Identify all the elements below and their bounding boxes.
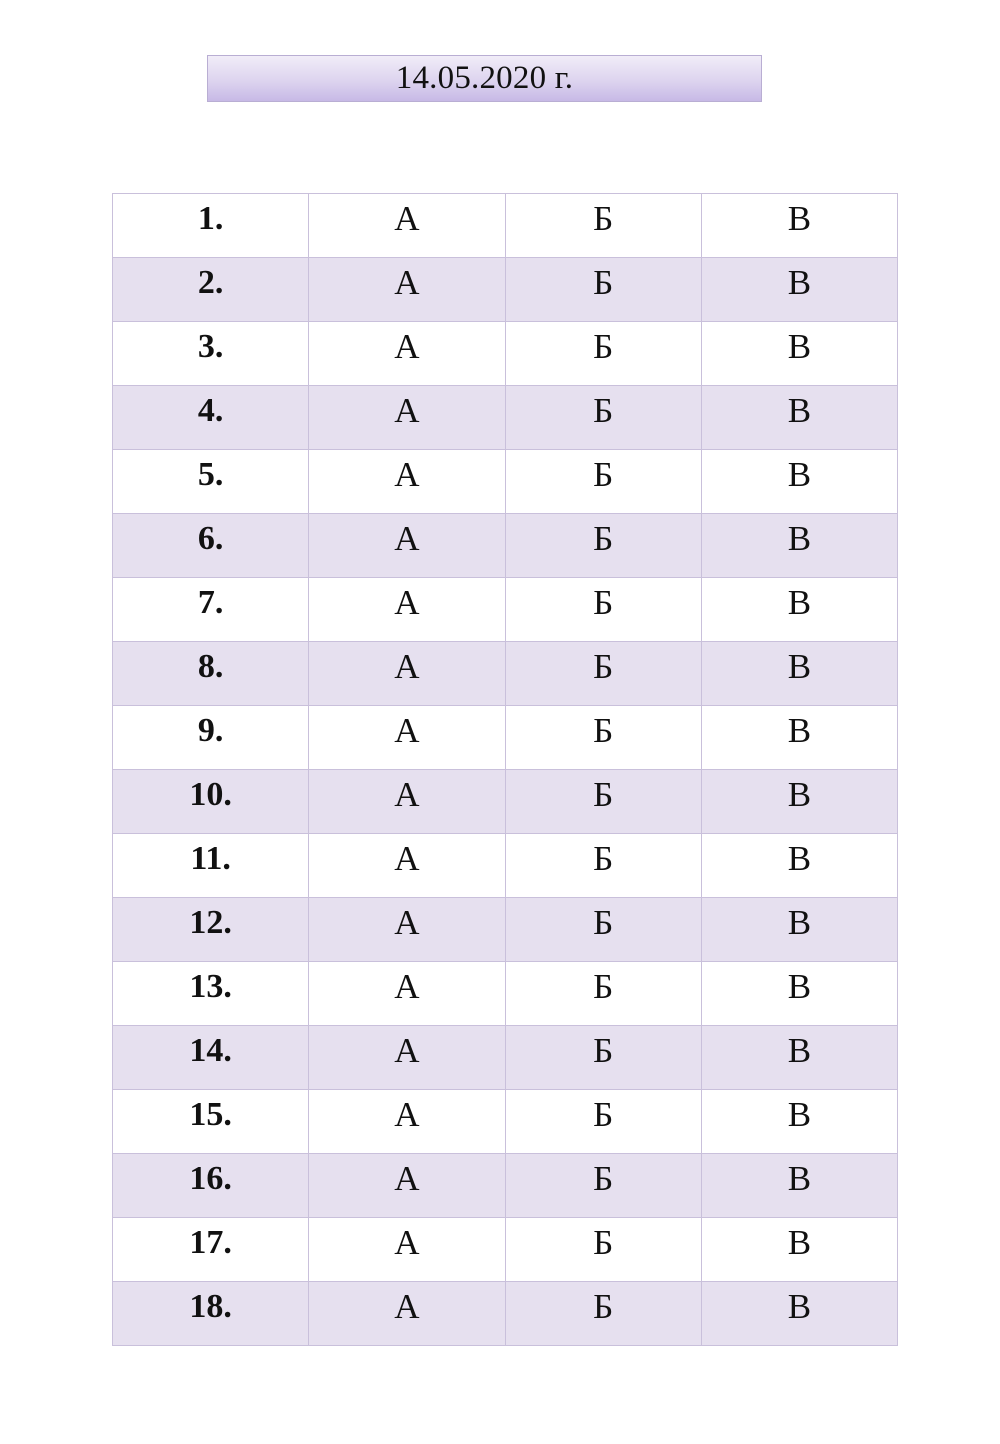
option-c-label: В [787,454,812,494]
question-number: 4. [197,391,224,429]
option-a-cell[interactable] [309,1090,505,1154]
question-number: 3. [197,327,224,365]
option-a-cell[interactable] [309,322,505,386]
table-row [113,1282,898,1346]
option-a-cell[interactable] [309,1026,505,1090]
question-number: 8. [197,647,224,685]
date-banner [207,55,762,102]
option-c-cell[interactable] [701,1026,897,1090]
option-b-label: Б [593,454,614,494]
question-number-cell [113,706,309,770]
option-a-label: А [394,390,420,430]
option-b-cell[interactable] [505,1090,701,1154]
option-c-cell[interactable] [701,1090,897,1154]
option-a-label: А [394,582,420,622]
question-number: 18. [189,1287,232,1325]
table-row [113,1154,898,1218]
option-a-cell[interactable] [309,1218,505,1282]
question-number-cell [113,386,309,450]
option-b-cell[interactable] [505,1154,701,1218]
option-b-label: Б [593,326,614,366]
option-c-cell[interactable] [701,642,897,706]
option-a-cell[interactable] [309,1282,505,1346]
option-b-label: Б [593,518,614,558]
option-c-label: В [787,966,812,1006]
question-number-cell [113,322,309,386]
question-number: 12. [189,903,232,941]
option-b-cell[interactable] [505,770,701,834]
option-a-cell[interactable] [309,962,505,1026]
option-b-label: Б [593,390,614,430]
table-row [113,898,898,962]
question-number-cell [113,1090,309,1154]
option-b-cell[interactable] [505,642,701,706]
table-row [113,1026,898,1090]
option-c-label: В [787,326,812,366]
option-c-label: В [787,838,812,878]
option-a-label: А [394,710,420,750]
option-c-label: В [787,390,812,430]
option-a-cell[interactable] [309,514,505,578]
table-row [113,1090,898,1154]
option-a-label: А [394,646,420,686]
option-a-label: А [394,518,420,558]
option-c-cell[interactable] [701,770,897,834]
table-row [113,642,898,706]
option-b-cell[interactable] [505,194,701,258]
option-b-label: Б [593,838,614,878]
table-row [113,578,898,642]
option-a-label: А [394,1222,420,1262]
option-c-cell[interactable] [701,578,897,642]
table-row [113,386,898,450]
option-b-label: Б [593,198,614,238]
option-a-cell[interactable] [309,578,505,642]
option-b-cell[interactable] [505,706,701,770]
option-a-label: А [394,1094,420,1134]
question-number: 1. [197,199,224,237]
question-number-cell [113,1282,309,1346]
question-number: 14. [189,1031,232,1069]
question-number: 11. [190,839,231,877]
option-a-cell[interactable] [309,706,505,770]
option-b-label: Б [593,1094,614,1134]
option-b-label: Б [593,1286,614,1326]
option-a-label: А [394,1286,420,1326]
option-b-cell[interactable] [505,962,701,1026]
option-b-cell[interactable] [505,450,701,514]
option-c-label: В [787,902,812,942]
date-text: 14.05.2020 г. [395,60,574,96]
option-c-cell[interactable] [701,962,897,1026]
option-a-cell[interactable] [309,834,505,898]
option-c-label: В [787,1094,812,1134]
answer-table [112,193,898,1346]
question-number: 15. [189,1095,232,1133]
question-number: 2. [197,263,224,301]
table-row [113,322,898,386]
option-b-cell[interactable] [505,1218,701,1282]
question-number-cell [113,898,309,962]
question-number-cell [113,770,309,834]
table-row [113,450,898,514]
option-c-label: В [787,262,812,302]
option-c-cell[interactable] [701,1282,897,1346]
question-number-cell [113,642,309,706]
option-b-label: Б [593,646,614,686]
question-number: 9. [197,711,224,749]
question-number: 16. [189,1159,232,1197]
option-b-label: Б [593,1158,614,1198]
option-b-cell[interactable] [505,386,701,450]
option-c-cell[interactable] [701,514,897,578]
table-row [113,514,898,578]
option-a-label: А [394,838,420,878]
option-a-cell[interactable] [309,258,505,322]
option-a-label: А [394,454,420,494]
option-b-cell[interactable] [505,578,701,642]
option-b-label: Б [593,710,614,750]
option-a-cell[interactable] [309,642,505,706]
option-b-cell[interactable] [505,898,701,962]
question-number: 10. [189,775,232,813]
option-a-label: А [394,902,420,942]
option-c-label: В [787,1158,812,1198]
option-a-cell[interactable] [309,194,505,258]
option-c-cell[interactable] [701,706,897,770]
table-row [113,706,898,770]
option-c-label: В [787,1030,812,1070]
option-b-label: Б [593,1030,614,1070]
question-number-cell [113,450,309,514]
option-c-cell[interactable] [701,1218,897,1282]
option-a-label: А [394,966,420,1006]
option-c-cell[interactable] [701,450,897,514]
option-a-cell[interactable] [309,770,505,834]
option-b-cell[interactable] [505,1026,701,1090]
question-number: 7. [197,583,224,621]
question-number-cell [113,834,309,898]
table-row [113,962,898,1026]
option-c-label: В [787,646,812,686]
question-number-cell [113,962,309,1026]
option-c-label: В [787,774,812,814]
question-number-cell [113,514,309,578]
option-b-label: Б [593,966,614,1006]
option-b-cell[interactable] [505,1282,701,1346]
question-number-cell [113,1026,309,1090]
option-c-cell[interactable] [701,898,897,962]
option-b-label: Б [593,1222,614,1262]
option-b-label: Б [593,774,614,814]
question-number: 17. [189,1223,232,1261]
option-a-label: А [394,1030,420,1070]
option-a-cell[interactable] [309,898,505,962]
option-c-label: В [787,1286,812,1326]
table-row [113,770,898,834]
option-a-label: А [394,198,420,238]
option-c-cell[interactable] [701,194,897,258]
question-number-cell [113,194,309,258]
option-b-label: Б [593,582,614,622]
option-c-label: В [787,710,812,750]
option-b-cell[interactable] [505,258,701,322]
question-number: 5. [197,455,224,493]
option-b-cell[interactable] [505,322,701,386]
option-c-cell[interactable] [701,322,897,386]
question-number-cell [113,578,309,642]
answer-table-body [113,194,898,1346]
option-c-cell[interactable] [701,834,897,898]
option-b-label: Б [593,902,614,942]
option-c-label: В [787,198,812,238]
option-a-cell[interactable] [309,1154,505,1218]
option-a-label: А [394,1158,420,1198]
option-b-cell[interactable] [505,834,701,898]
table-row [113,1218,898,1282]
option-c-cell[interactable] [701,1154,897,1218]
option-c-cell[interactable] [701,386,897,450]
table-row [113,258,898,322]
option-c-label: В [787,518,812,558]
option-a-label: А [394,262,420,302]
question-number: 6. [197,519,224,557]
option-a-cell[interactable] [309,386,505,450]
option-c-label: В [787,1222,812,1262]
option-a-label: А [394,774,420,814]
option-a-label: А [394,326,420,366]
option-c-label: В [787,582,812,622]
question-number-cell [113,1154,309,1218]
table-row [113,194,898,258]
option-b-cell[interactable] [505,514,701,578]
question-number: 13. [189,967,232,1005]
option-b-label: Б [593,262,614,302]
option-a-cell[interactable] [309,450,505,514]
question-number-cell [113,258,309,322]
option-c-cell[interactable] [701,258,897,322]
question-number-cell [113,1218,309,1282]
table-row [113,834,898,898]
